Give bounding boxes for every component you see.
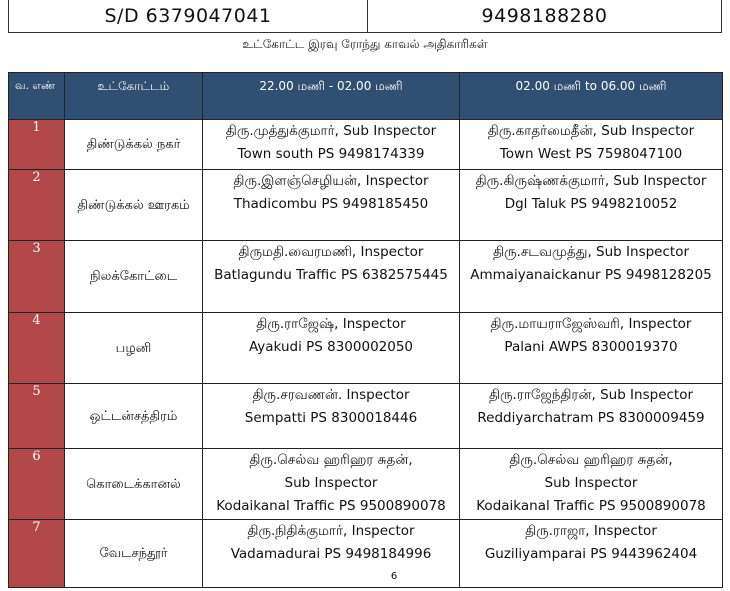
sd-phone-number: S/D 6379047041 (9, 0, 368, 32)
subdivision-cell: திண்டுக்கல் ஊரகம் (65, 170, 203, 241)
officer-line: Ayakudi PS 8300002050 (248, 339, 414, 355)
phone-number-strip (8, 0, 722, 33)
column-header-shift2: 02.00 மணி to 06.00 மணி (460, 73, 723, 120)
subdivision-cell: கொடைக்கானல் (65, 449, 203, 520)
table-row (9, 120, 723, 170)
serial-number-cell: 4 (9, 313, 65, 384)
officer-line: திருமதி.வைரமணி, Inspector (238, 244, 424, 260)
shift1-officer-cell (203, 384, 460, 449)
officer-line: Kodaikanal Traffic PS 9500890078 (216, 498, 446, 514)
page-number: 6 (390, 571, 398, 582)
shift1-officer-cell (203, 313, 460, 384)
officer-line: திரு.சடவமுத்து, Sub Inspector (492, 244, 690, 260)
officer-line: Palani AWPS 8300019370 (504, 339, 678, 355)
officer-line: Kodaikanal Traffic PS 9500890078 (476, 498, 706, 514)
officer-line: திரு.கிருஷ்ணக்குமார், Sub Inspector (475, 173, 707, 189)
subdivision-cell: பழனி (65, 313, 203, 384)
control-phone-number: 9498188280 (481, 5, 608, 27)
table-row (9, 170, 723, 241)
night-patrol-table (8, 72, 723, 588)
column-header-shift1: 22.00 மணி - 02.00 மணி (203, 73, 460, 120)
officer-line: Town south PS 9498174339 (237, 146, 425, 162)
officer-line: திரு.செல்வ ஹரிஹர சுதன், (249, 452, 413, 468)
table-header-row (9, 73, 723, 120)
officer-line: திரு.சரவணன். Inspector (252, 387, 410, 403)
officer-line: திரு.ராஜேஷ், Inspector (256, 316, 406, 332)
serial-number-cell: 3 (9, 241, 65, 313)
table-row (9, 313, 723, 384)
shift1-officer-cell (203, 449, 460, 520)
officer-line: திரு.இளஞ்செழியன், Inspector (233, 173, 429, 189)
shift2-officer-cell (460, 313, 723, 384)
officer-line: Reddiyarchatram PS 8300009459 (477, 410, 705, 426)
shift1-officer-cell (203, 241, 460, 313)
serial-number-cell: 6 (9, 449, 65, 520)
serial-number-cell: 5 (9, 384, 65, 449)
column-header-subdivision: உட்கோட்டம் (65, 73, 203, 120)
shift2-officer-cell (460, 449, 723, 520)
officer-line: Batlagundu Traffic PS 6382575445 (214, 267, 448, 283)
document-subtitle: உட்கோட்ட இரவு ரோந்து காவல் அதிகாரிகள் (242, 37, 488, 51)
officer-line: திரு.முத்துக்குமார், Sub Inspector (225, 123, 437, 139)
subdivision-cell: நிலக்கோட்டை (65, 241, 203, 313)
serial-number-cell: 1 (9, 120, 65, 170)
subdivision-cell: ஒட்டன்சத்திரம் (65, 384, 203, 449)
officer-line: Vadamadurai PS 9498184996 (230, 546, 432, 562)
officer-line: Guziliyamparai PS 9443962404 (484, 546, 698, 562)
serial-number-cell: 7 (9, 520, 65, 588)
shift2-officer-cell (460, 384, 723, 449)
officer-line: Sempatti PS 8300018446 (244, 410, 418, 426)
table-row (9, 241, 723, 313)
shift2-officer-cell (460, 120, 723, 170)
officer-line: திரு.நிதிக்குமார், Inspector (247, 523, 415, 539)
subdivision-cell: வேடசந்தூர் (65, 520, 203, 588)
officer-line: திரு.செல்வ ஹரிஹர சுதன், (509, 452, 673, 468)
officer-line: திரு.ராஜேந்திரன், Sub Inspector (488, 387, 694, 403)
table-row (9, 384, 723, 449)
shift2-officer-cell (460, 170, 723, 241)
shift1-officer-cell (203, 170, 460, 241)
officer-line: Dgl Taluk PS 9498210052 (504, 196, 678, 212)
officer-line: Sub Inspector (544, 475, 638, 491)
column-header-serial: வ. எண் (9, 73, 65, 120)
officer-line: திரு.காதர்மைதீன், Sub Inspector (487, 123, 695, 139)
serial-number-cell: 2 (9, 170, 65, 241)
subdivision-cell: திண்டுக்கல் நகர் (65, 120, 203, 170)
officer-line: திரு.ராஜா, Inspector (525, 523, 657, 539)
shift1-officer-cell (203, 120, 460, 170)
officer-line: Town West PS 7598047100 (499, 146, 683, 162)
officer-line: Sub Inspector (284, 475, 378, 491)
officer-line: Ammaiyanaickanur PS 9498128205 (470, 267, 712, 283)
table-row (9, 449, 723, 520)
officer-line: திரு.மாயராஜேஸ்வரி, Inspector (490, 316, 692, 332)
shift2-officer-cell (460, 241, 723, 313)
officer-line: Thadicombu PS 9498185450 (233, 196, 429, 212)
